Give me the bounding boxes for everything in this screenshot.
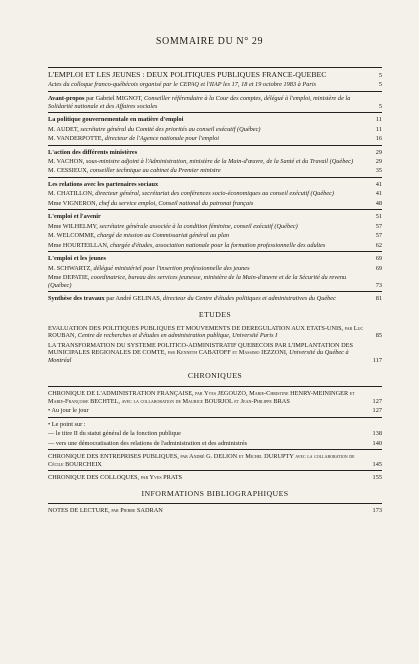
toc-entry-avant-propos: Avant-propos par Gabriel MIGNOT, Conseiller référendaire à la Cour des comptes, délégué à l'emploi, ministère de la Solidarité nationale et des Affaires sociales 5: [48, 94, 382, 110]
divider: [48, 449, 382, 450]
toc-section-heading: L'action des différents ministères 29: [48, 148, 382, 156]
divider: [48, 177, 382, 178]
divider: [48, 503, 382, 504]
divider: [48, 417, 382, 418]
toc-entry: Mme HOURTEILLAN, chargée d'études, association nationale pour la formation professionnelle des adultes 62: [48, 241, 382, 249]
toc-entry: LA TRANSFORMATION DU SYSTEME POLITICO-ADMINISTRATIF QUEBECOIS PAR L'IMPLANTATION DES MUNICIPALES REGIONALES DE COMTE, par Kenneth CABATOFF et Massimo IEZZONI, Université du Québec à Montréal 117: [48, 341, 382, 364]
toc-entry: — vers une démocratisation des relations de l'administration et des administrés 140: [48, 439, 382, 447]
toc-entry: M. AUDET, secrétaire général du Comité des priorités au conseil exécutif (Québec) 11: [48, 125, 382, 133]
divider: [48, 145, 382, 146]
toc-section-heading: Les relations avec les partenaires sociaux 41: [48, 180, 382, 188]
section-heading-informations: INFORMATIONS BIBLIOGRAPHIQUES: [141, 488, 289, 498]
divider: [48, 470, 382, 471]
toc-entry: — le titre II du statut général de la fonction publique 138: [48, 430, 382, 438]
toc-section-heading: L'emploi et les jeunes 69: [48, 255, 382, 263]
toc-section-heading: La politique gouvernementale en matière d'emploi 11: [48, 116, 382, 124]
toc-entry: CHRONIQUE DES COLLOQUES, par Yves PRATS 155: [48, 474, 382, 482]
toc-entry-actes: Actes du colloque franco-québécois organisé par le CEPAQ et l'IIAP les 17, 18 et 19 octobre 1983 à Paris 5: [48, 81, 382, 89]
divider: [48, 291, 382, 292]
toc-section-heading: L'emploi et l'avenir 51: [48, 213, 382, 221]
toc-entry: Mme DEPATIE, coordinatrice, bureau des services jeunesse, ministère de la Main-d'œuvre et de la Sécurité du revenu (Québec) 73: [48, 274, 382, 289]
toc-entry: CHRONIQUE DES ENTREPRISES PUBLIQUES, par André G. DELION et Michel DURUPTY avec la collaboration de Cécile BOURCHEIX 145: [48, 453, 382, 468]
page-title: SOMMAIRE DU N° 29: [155, 36, 264, 47]
section-heading-etudes: ETUDES: [198, 309, 232, 319]
toc-entry: • Le point sur :: [48, 420, 86, 428]
toc-entry: M. VANDERPOTTE, directeur de l'Agence nationale pour l'emploi 16: [48, 135, 382, 143]
divider: [48, 91, 382, 92]
section-heading-chroniques: CHRONIQUES: [187, 371, 243, 381]
toc-entry: M. VACHON, sous-ministre adjoint à l'Administration, ministère de la Main-d'œuvre, de la Santé et du Travail (Québec) 29: [48, 157, 382, 165]
divider: [48, 386, 382, 387]
toc-entry: M. CESSIEUX, conseiller technique au cabinet du Premier ministre 35: [48, 167, 382, 175]
toc-entry: NOTES DE LECTURE, par Pierre SADRAN 173: [48, 507, 382, 515]
table-of-contents: [48, 66, 382, 517]
divider: [48, 112, 382, 113]
toc-entry: • Au jour le jour 127: [48, 407, 382, 415]
toc-entry-synthese: Synthèse des travaux par André GELINAS, directeur du Centre d'études politiques et administratives du Québec 81: [48, 295, 382, 303]
divider: [48, 251, 382, 252]
toc-entry: CHRONIQUE DE L'ADMINISTRATION FRANÇAISE, par Yves JEGOUZO, Marie-Christine HENRY-MEININGER et Marie-Françoise BECHTEL, avec la collaboration de Maurice BOURJOL et Jean-Philippe BRAS 127: [48, 390, 382, 405]
toc-entry: Mme WILHELMY, secrétaire générale associée à la condition féminine, conseil exécutif (Québec) 57: [48, 222, 382, 230]
toc-entry-main-title: L'EMPLOI ET LES JEUNES : DEUX POLITIQUES PUBLIQUES FRANCE-QUEBEC 5: [48, 70, 382, 79]
toc-entry: EVALUATION DES POLITIQUES PUBLIQUES ET MOUVEMENTS DE DEREGULATION AUX ETATS-UNIS, par Luc ROUBAN, Centre de recherches et d'études en administration publique, Université Paris I 85: [48, 324, 382, 340]
top-rule: [48, 67, 382, 68]
toc-entry: Mme VIGNERON, chef du service emploi, Conseil national du patronat français 48: [48, 199, 382, 207]
toc-entry: M. SCHWARTZ, délégué ministériel pour l'insertion professionnelle des jeunes 69: [48, 264, 382, 272]
toc-entry: M. CHATILLON, directeur général, secrétariat des conférences socio-économiques au conseil exécutif (Québec) 41: [48, 190, 382, 198]
divider: [48, 209, 382, 210]
toc-entry: M. WELCOMME, chargé de mission au Commissariat général au plan 57: [48, 232, 382, 240]
